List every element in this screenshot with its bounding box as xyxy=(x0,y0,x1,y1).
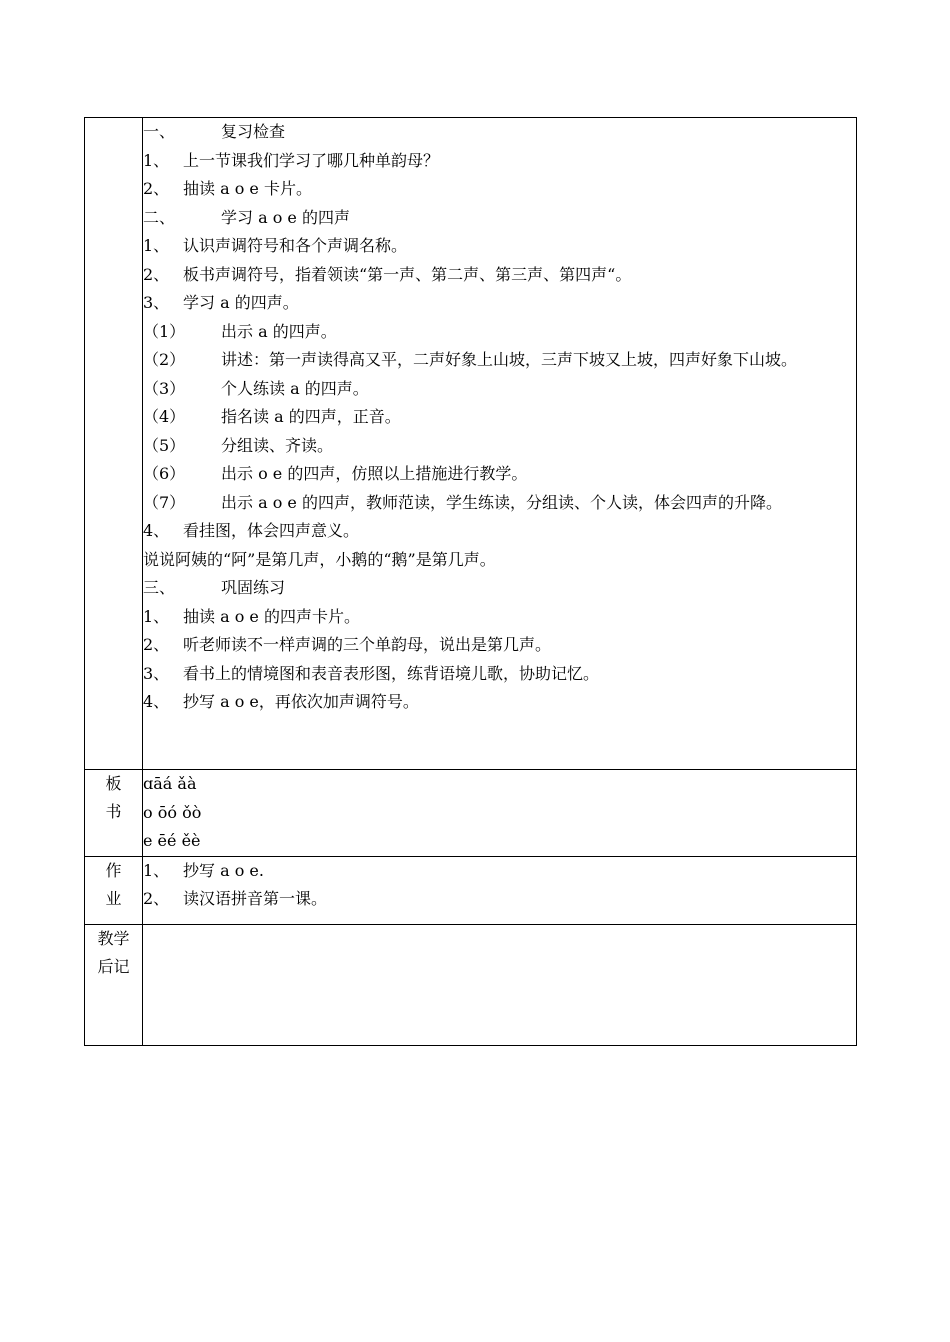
list-item: 2、 抽读 a o e 卡片。 xyxy=(143,179,312,198)
homework-content xyxy=(143,856,857,924)
plain-line: 说说阿姨的“阿”是第几声，小鹅的“鹅”是第几声。 xyxy=(143,549,496,569)
list-item: 3、 看书上的情境图和表音表形图，练背语境儿歌，协助记忆。 xyxy=(143,663,600,683)
sub-item: （5） 分组读、齐读。 xyxy=(143,435,334,455)
lesson-plan-table xyxy=(84,117,857,1046)
list-item: 2、 读汉语拼音第一课。 xyxy=(143,889,328,908)
tone-line-e: e ēé ěè xyxy=(143,831,201,850)
blackboard-label: 板 书 xyxy=(85,770,143,857)
list-item: 1、 认识声调符号和各个声调名称。 xyxy=(143,236,408,255)
sub-item: （3） 个人练读 a 的四声。 xyxy=(143,378,369,398)
sub-item: （2） 讲述：第一声读得高又平，二声好象上山坡，三声下坡又上坡，四声好象下山坡。 xyxy=(143,350,798,369)
list-item: 4、 看挂图，体会四声意义。 xyxy=(143,521,360,540)
list-item: 4、 抄写 a o e，再依次加声调符号。 xyxy=(143,692,419,711)
teaching-notes-label: 教学 后记 xyxy=(85,924,143,1045)
teaching-process-row xyxy=(85,118,857,770)
tone-line-a: ɑāá ǎà xyxy=(143,774,197,793)
blackboard-content xyxy=(143,770,857,857)
list-item: 1、 抽读 a o e 的四声卡片。 xyxy=(143,606,360,626)
sub-item: （6） 出示 o e 的四声，仿照以上措施进行教学。 xyxy=(143,464,528,483)
tone-line-o: o ōó ǒò xyxy=(143,802,202,822)
sub-item: （7） 出示 a o e 的四声，教师范读，学生练读，分组读、个人读，体会四声的升降。 xyxy=(143,492,782,512)
list-item: 1、 抄写 a o e. xyxy=(143,860,264,880)
sub-item: （4） 指名读 a 的四声，正音。 xyxy=(143,407,401,426)
list-item: 3、 学习 a 的四声。 xyxy=(143,293,299,312)
section-heading: 二、 学习 a o e 的四声 xyxy=(143,207,350,227)
blackboard-row xyxy=(85,770,857,857)
teaching-notes-content xyxy=(143,924,857,1045)
teaching-process-label xyxy=(85,118,143,770)
homework-row xyxy=(85,856,857,924)
teaching-notes-row xyxy=(85,924,857,1045)
homework-label: 作 业 xyxy=(85,856,143,924)
teaching-process-content xyxy=(143,118,857,770)
list-item: 2、 板书声调符号，指着领读“第一声、第二声、第三声、第四声“。 xyxy=(143,264,632,284)
sub-item: （1） 出示 a 的四声。 xyxy=(143,321,337,341)
section-heading: 三、 巩固练习 xyxy=(143,578,286,597)
list-item: 2、 听老师读不一样声调的三个单韵母，说出是第几声。 xyxy=(143,635,552,654)
section-heading: 一、 复习检查 xyxy=(143,122,286,141)
list-item: 1、 上一节课我们学习了哪几种单韵母？ xyxy=(143,150,440,170)
